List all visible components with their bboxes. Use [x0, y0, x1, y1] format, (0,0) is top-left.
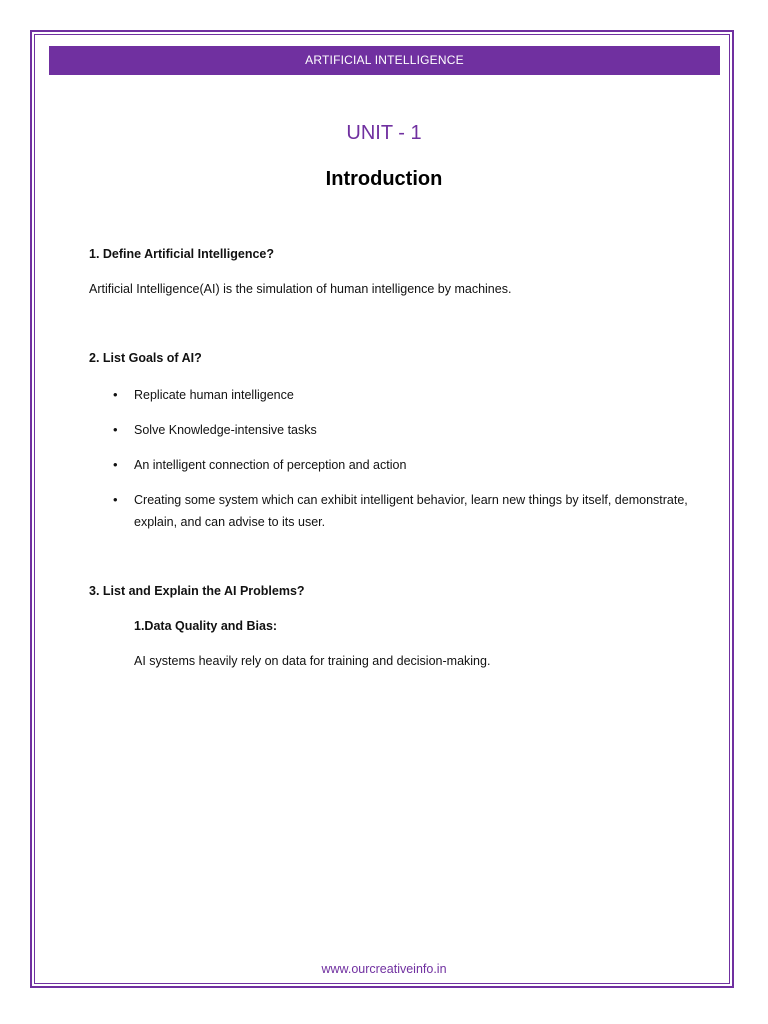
unit-title: UNIT - 1 [346, 122, 422, 144]
bullet-dot-icon: • [113, 422, 118, 437]
subheading-text: AI systems heavily rely on data for training and decision-making. [134, 654, 491, 668]
answer-1: Artificial Intelligence(AI) is the simulation of human intelligence by machines. [89, 282, 512, 296]
subheading-data-quality: 1.Data Quality and Bias: [134, 619, 278, 633]
question-3: 3. List and Explain the AI Problems? [89, 584, 305, 598]
list-item [110, 384, 690, 406]
list-item-text: Solve Knowledge-intensive tasks [134, 423, 317, 437]
question-2: 2. List Goals of AI? [89, 351, 202, 365]
bullet-dot-icon: • [113, 492, 118, 507]
header-band [49, 46, 720, 75]
question-1: 1. Define Artificial Intelligence? [89, 247, 274, 261]
list-item [110, 454, 690, 476]
page-title: Introduction [325, 168, 443, 190]
list-item [110, 419, 690, 441]
list-item [110, 489, 690, 533]
bullet-dot-icon: • [113, 387, 118, 402]
list-item-text: Replicate human intelligence [134, 388, 294, 402]
goals-list [110, 384, 690, 546]
footer-url: www.ourcreativeinfo.in [321, 962, 447, 976]
list-item-text: Creating some system which can exhibit intelligent behavior, learn new things by itself, demonstrate, explain, and can advise to its user. [134, 493, 688, 529]
list-item-text: An intelligent connection of perception and action [134, 458, 407, 472]
bullet-dot-icon: • [113, 457, 118, 472]
header-title: ARTIFICIAL INTELLIGENCE [305, 53, 464, 67]
